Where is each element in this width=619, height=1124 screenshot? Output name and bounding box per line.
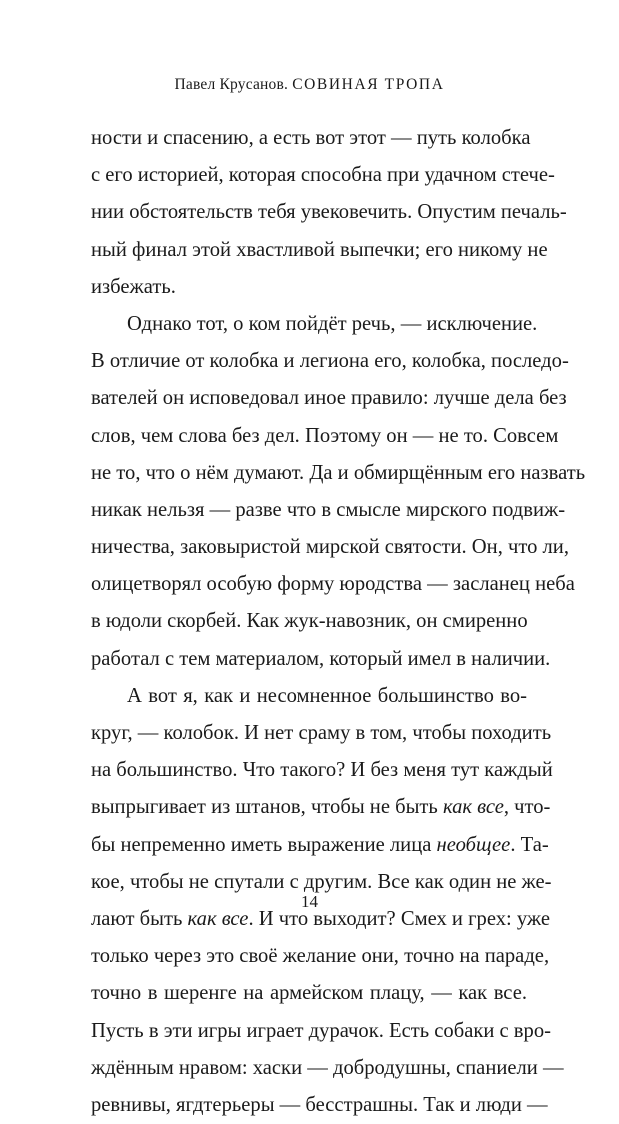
text-line: [91, 789, 551, 826]
text-run: избежать.: [91, 275, 176, 298]
text-line: [91, 306, 538, 343]
running-head-title: СОВИНАЯ ТРОПА: [292, 76, 445, 93]
text-line: [91, 157, 555, 194]
text-run: , что-: [503, 796, 551, 819]
running-head: [0, 76, 619, 94]
text-line: [91, 194, 567, 231]
text-line: [91, 492, 566, 529]
text-run: в юдоли скорбей. Как жук-навозник, он смиренно: [91, 610, 528, 633]
text-run: ности и спасению, а есть вот этот — путь колобка: [91, 127, 531, 149]
text-line: [91, 678, 527, 715]
text-run: круг, — колобок. И нет сраму в том, чтобы походить: [91, 722, 552, 744]
text-run: ждённым нравом: хаски — добродушны, спаниели —: [91, 1056, 564, 1079]
text-line: [91, 529, 569, 566]
text-run: выпрыгивает из штанов, чтобы не быть: [91, 796, 443, 819]
text-run: ничества, заковыристой мирской святости. Он, что ли,: [91, 536, 569, 559]
page-number: 14: [301, 892, 318, 911]
text-run: бы непременно иметь выражение лица: [91, 833, 437, 856]
text-line: [91, 752, 553, 789]
text-line: [91, 827, 549, 864]
italic-text: как все: [442, 796, 504, 819]
text-run: Пусть в эти игры играет дурачок. Есть собаки с вро-: [91, 1019, 551, 1042]
text-run: олицетворял особую форму юродства — засланец неба: [91, 573, 575, 596]
text-run: точно в шеренге на армейском плацу, — как все.: [91, 982, 527, 1005]
text-run: . Та-: [510, 833, 549, 856]
text-run: на большинство. Что такого? И без меня тут каждый: [91, 759, 553, 782]
text-run: Однако тот, о ком пойдёт речь, — исключение.: [127, 312, 538, 335]
text-run: А вот я, как и несомненное большинство во-: [127, 684, 527, 707]
text-run: В отличие от колобка и легиона его, колобка, последо-: [91, 350, 569, 373]
text-run: только через это своё желание они, точно на параде,: [91, 945, 550, 968]
text-run: никак нельзя — разве что в смысле мирского подвиж-: [91, 498, 566, 521]
text-line: [91, 975, 527, 1012]
text-line: [91, 1050, 564, 1087]
text-run: с его историей, которая способна при удачном стече-: [91, 164, 555, 187]
text-run: не то, что о нём думают. Да и обмирщённым его назвать: [91, 461, 586, 484]
text-line: [91, 269, 527, 306]
text-run: кое, чтобы не спутали с другим. Все как один не же-: [91, 870, 552, 893]
text-line: [91, 120, 531, 157]
text-line: [91, 938, 550, 975]
text-line: [91, 418, 559, 455]
text-line: [91, 641, 551, 678]
text-line: [91, 566, 575, 603]
italic-text: необщее: [436, 833, 511, 856]
text-run: вателей он исповедовал иное правило: лучше дела без: [91, 387, 567, 410]
text-line: [91, 232, 548, 269]
text-line: [91, 603, 527, 640]
running-head-author: Павел Крусанов.: [174, 76, 289, 93]
text-line: [91, 715, 552, 752]
text-line: [91, 455, 586, 492]
text-run: нии обстоятельств тебя увековечить. Опустим печаль-: [91, 201, 567, 224]
text-line: [91, 380, 567, 417]
text-run: ревнивы, ягдтерьеры — бесстрашны. Так и люди —: [91, 1093, 548, 1116]
text-run: лают быть: [91, 907, 188, 930]
body-text: [91, 120, 586, 1124]
text-line: [91, 1087, 548, 1124]
text-line: [91, 1013, 551, 1050]
italic-text: как все: [187, 907, 249, 930]
text-run: работал с тем материалом, который имел в наличии.: [91, 647, 551, 670]
text-line: [91, 343, 569, 380]
text-run: . И что выходит? Смех и грех: уже: [248, 907, 551, 930]
text-run: ный финал этой хвастливой выпечки; его никому не: [91, 238, 548, 261]
text-run: слов, чем слова без дел. Поэтому он — не то. Совсем: [91, 424, 559, 447]
